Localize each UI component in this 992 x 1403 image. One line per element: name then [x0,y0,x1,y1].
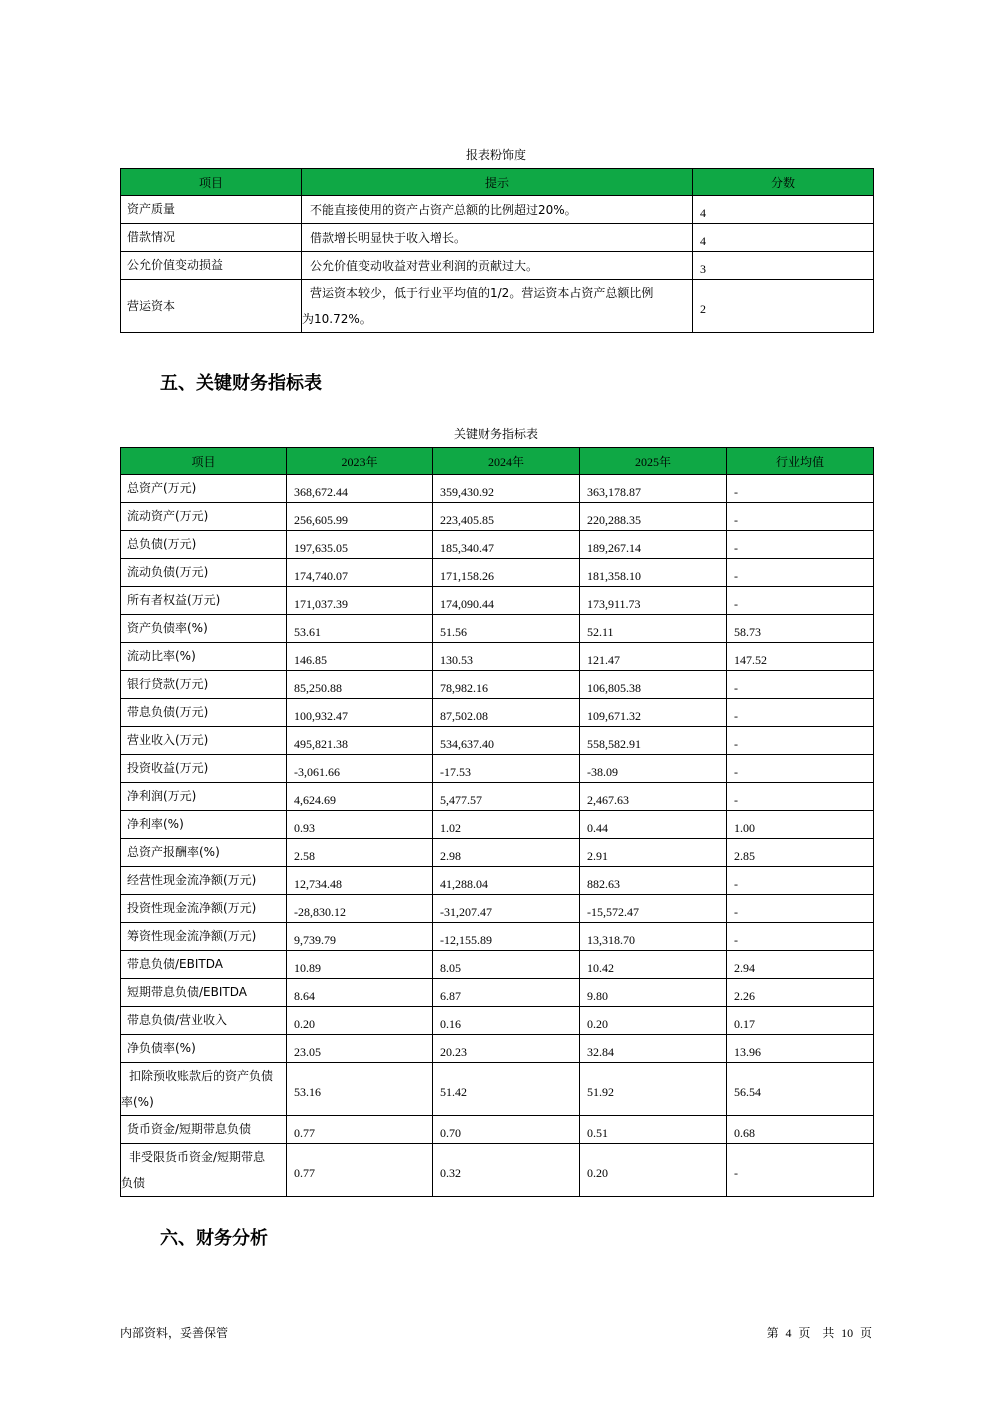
row-hint-line1: 营运资本较少，低于行业平均值的1/2。营运资本占资产总额比例 [310,286,654,300]
row-item: 投资收益(万元) [121,755,287,783]
table-row [121,1007,874,1035]
row-value-2023: -28,830.12 [287,895,433,923]
row-industry-average: 56.54 [727,1063,874,1116]
row-item: 公允价值变动损益 [121,252,302,280]
row-value-2025: 0.44 [580,811,727,839]
row-value-2025: 882.63 [580,867,727,895]
table1-caption: 报表粉饰度 [465,148,526,162]
row-industry-average: - [727,867,874,895]
row-value-2024: -31,207.47 [433,895,580,923]
section-heading-6: 六、财务分析 [160,1228,268,1249]
row-hint-line2: 为10.72%。 [302,312,372,326]
row-value-2025: 32.84 [580,1035,727,1063]
page-mid: 页 共 [798,1326,835,1340]
row-item: 净利润(万元) [121,783,287,811]
row-value-2024: 0.70 [433,1116,580,1144]
row-value-2025: -38.09 [580,755,727,783]
row-value-2024: 41,288.04 [433,867,580,895]
row-industry-average: - [727,671,874,699]
row-industry-average: - [727,1144,874,1197]
header-score: 分数 [693,169,874,196]
row-value-2023: 100,932.47 [287,699,433,727]
table-row [121,755,874,783]
header-2025: 2025年 [580,448,727,475]
table-row [121,727,874,755]
page-suffix: 页 [859,1326,872,1340]
row-value-2024: 171,158.26 [433,559,580,587]
row-item: 流动比率(%) [121,643,287,671]
row-industry-average: 0.68 [727,1116,874,1144]
row-industry-average: - [727,727,874,755]
table-row [121,1035,874,1063]
row-value-2024: 20.23 [433,1035,580,1063]
row-item: 资产质量 [121,196,302,224]
row-item-line1: 非受限货币资金/短期带息 [129,1150,266,1164]
row-value-2024: 130.53 [433,643,580,671]
row-item: 货币资金/短期带息负债 [121,1116,287,1144]
row-industry-average: 58.73 [727,615,874,643]
row-value-2024: 223,405.85 [433,503,580,531]
row-item: 所有者权益(万元) [121,587,287,615]
table-row [121,615,874,643]
table-row [121,196,874,224]
row-industry-average: 2.94 [727,951,874,979]
row-industry-average: - [727,559,874,587]
row-value-2024: 185,340.47 [433,531,580,559]
row-value-2025: -15,572.47 [580,895,727,923]
row-item: 经营性现金流净额(万元) [121,867,287,895]
table-row [121,587,874,615]
row-score: 4 [693,196,874,224]
row-industry-average: 13.96 [727,1035,874,1063]
row-industry-average: - [727,531,874,559]
row-item: 借款情况 [121,224,302,252]
row-industry-average: - [727,755,874,783]
row-industry-average: - [727,475,874,503]
row-value-2025: 2.91 [580,839,727,867]
table-row [121,503,874,531]
row-item [121,1063,287,1116]
row-score: 2 [693,280,874,333]
row-value-2025: 0.20 [580,1144,727,1197]
row-item: 流动资产(万元) [121,503,287,531]
header-2023: 2023年 [287,448,433,475]
row-item: 带息负债(万元) [121,699,287,727]
header-2024: 2024年 [433,448,580,475]
table2-caption: 关键财务指标表 [453,427,538,441]
row-value-2023: 0.20 [287,1007,433,1035]
row-value-2023: 8.64 [287,979,433,1007]
row-value-2025: 558,582.91 [580,727,727,755]
row-value-2023: -3,061.66 [287,755,433,783]
table-row [121,811,874,839]
table-row [121,280,874,333]
row-industry-average: 2.26 [727,979,874,1007]
row-value-2025: 9.80 [580,979,727,1007]
table-row [121,252,874,280]
row-value-2024: 8.05 [433,951,580,979]
row-item: 筹资性现金流净额(万元) [121,923,287,951]
row-value-2023: 0.77 [287,1144,433,1197]
section-heading-5: 五、关键财务指标表 [160,373,322,394]
row-item-line2: 负债 [121,1176,146,1190]
table-row [121,895,874,923]
row-value-2023: 10.89 [287,951,433,979]
row-value-2023: 256,605.99 [287,503,433,531]
row-value-2025: 0.20 [580,1007,727,1035]
row-industry-average: 0.17 [727,1007,874,1035]
table-row [121,475,874,503]
footer-confidential-note: 内部资料，妥善保管 [120,1326,229,1340]
row-value-2024: 2.98 [433,839,580,867]
row-item: 投资性现金流净额(万元) [121,895,287,923]
table-row [121,923,874,951]
table-row [121,671,874,699]
row-value-2025: 10.42 [580,951,727,979]
row-value-2023: 495,821.38 [287,727,433,755]
row-value-2023: 85,250.88 [287,671,433,699]
row-value-2024: 359,430.92 [433,475,580,503]
row-industry-average: - [727,783,874,811]
row-value-2024: 51.56 [433,615,580,643]
row-value-2025: 109,671.32 [580,699,727,727]
row-value-2025: 0.51 [580,1116,727,1144]
row-item: 流动负债(万元) [121,559,287,587]
row-item: 带息负债/EBITDA [121,951,287,979]
table-row [121,224,874,252]
row-industry-average: 147.52 [727,643,874,671]
table-header-row [121,448,874,475]
row-value-2025: 181,358.10 [580,559,727,587]
row-score: 3 [693,252,874,280]
row-value-2024: 78,982.16 [433,671,580,699]
row-item-line2: 率(%) [121,1095,154,1109]
row-industry-average: - [727,923,874,951]
row-value-2024: 5,477.57 [433,783,580,811]
row-value-2023: 12,734.48 [287,867,433,895]
row-value-2023: 23.05 [287,1035,433,1063]
header-item: 项目 [121,169,302,196]
row-value-2025: 220,288.35 [580,503,727,531]
row-item: 总负债(万元) [121,531,287,559]
table-row [121,783,874,811]
row-value-2024: 0.32 [433,1144,580,1197]
row-hint: 不能直接使用的资产占资产总额的比例超过20%。 [302,196,693,224]
row-item: 总资产(万元) [121,475,287,503]
row-hint [302,280,693,333]
row-industry-average: 2.85 [727,839,874,867]
row-item: 银行贷款(万元) [121,671,287,699]
row-value-2023: 0.93 [287,811,433,839]
table-row [121,839,874,867]
row-hint: 借款增长明显快于收入增长。 [302,224,693,252]
row-value-2025: 13,318.70 [580,923,727,951]
row-item: 净利率(%) [121,811,287,839]
table-row [121,951,874,979]
row-hint: 公允价值变动收益对营业利润的贡献过大。 [302,252,693,280]
row-value-2024: 87,502.08 [433,699,580,727]
row-industry-average: 1.00 [727,811,874,839]
row-industry-average: - [727,895,874,923]
row-value-2024: 6.87 [433,979,580,1007]
row-value-2023: 53.16 [287,1063,433,1116]
page-prefix: 第 [766,1326,779,1340]
table-row [121,1063,874,1116]
whitewash-table [120,168,874,333]
row-value-2023: 368,672.44 [287,475,433,503]
table-row [121,643,874,671]
row-value-2023: 146.85 [287,643,433,671]
footer-page-number [767,1325,872,1341]
row-score: 4 [693,224,874,252]
row-value-2023: 2.58 [287,839,433,867]
row-industry-average: - [727,503,874,531]
row-item: 资产负债率(%) [121,615,287,643]
table-row [121,1116,874,1144]
row-item: 带息负债/营业收入 [121,1007,287,1035]
row-item: 营业收入(万元) [121,727,287,755]
page-total: 10 [841,1326,854,1340]
table-row [121,559,874,587]
row-item: 总资产报酬率(%) [121,839,287,867]
header-industry-average: 行业均值 [727,448,874,475]
row-item-line1: 扣除预收账款后的资产负债 [129,1069,274,1083]
row-value-2025: 2,467.63 [580,783,727,811]
row-value-2024: 174,090.44 [433,587,580,615]
row-value-2025: 363,178.87 [580,475,727,503]
row-value-2025: 106,805.38 [580,671,727,699]
page-current: 4 [785,1326,792,1340]
table-row [121,867,874,895]
key-financial-indicators-table [120,447,874,1197]
row-value-2024: 51.42 [433,1063,580,1116]
row-item: 净负债率(%) [121,1035,287,1063]
row-value-2023: 4,624.69 [287,783,433,811]
table-header-row [121,169,874,196]
row-value-2025: 121.47 [580,643,727,671]
row-value-2023: 174,740.07 [287,559,433,587]
row-industry-average: - [727,587,874,615]
table-row [121,1144,874,1197]
row-value-2025: 52.11 [580,615,727,643]
row-item: 短期带息负债/EBITDA [121,979,287,1007]
header-item: 项目 [121,448,287,475]
row-industry-average: - [727,699,874,727]
row-value-2024: 534,637.40 [433,727,580,755]
row-value-2025: 189,267.14 [580,531,727,559]
row-value-2023: 197,635.05 [287,531,433,559]
row-value-2024: 1.02 [433,811,580,839]
row-item: 营运资本 [121,280,302,333]
row-value-2023: 9,739.79 [287,923,433,951]
row-value-2024: 0.16 [433,1007,580,1035]
row-item [121,1144,287,1197]
row-value-2024: -12,155.89 [433,923,580,951]
table-row [121,531,874,559]
row-value-2025: 173,911.73 [580,587,727,615]
table-row [121,979,874,1007]
header-hint: 提示 [302,169,693,196]
row-value-2024: -17.53 [433,755,580,783]
table-row [121,699,874,727]
row-value-2023: 171,037.39 [287,587,433,615]
row-value-2023: 0.77 [287,1116,433,1144]
row-value-2023: 53.61 [287,615,433,643]
row-value-2025: 51.92 [580,1063,727,1116]
